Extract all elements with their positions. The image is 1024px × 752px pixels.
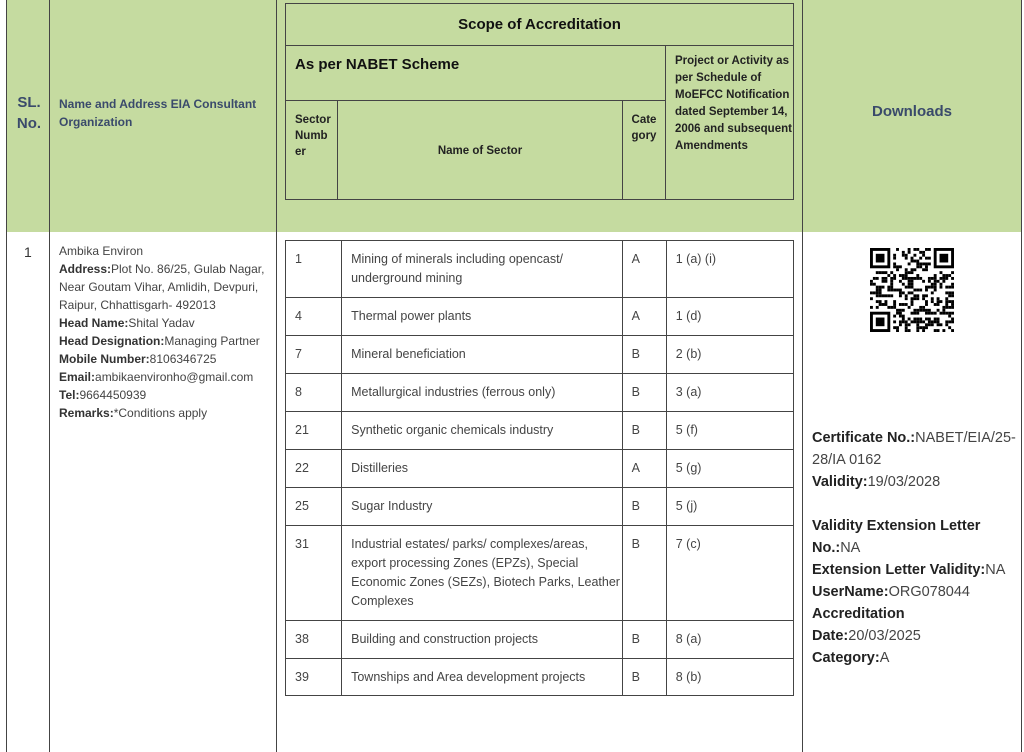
sector-category-cell: B — [622, 488, 666, 526]
ext-letter-no-value: NA — [840, 540, 861, 556]
project-activity-header: Project or Activity as per Schedule of MoEFCC Notification dated September 14, 2006 and subsequent Amendments — [675, 55, 792, 152]
sector-name-cell: Synthetic organic chemicals industry — [342, 412, 623, 450]
sector-number-cell: 1 — [286, 241, 342, 298]
sector-name-cell: Mineral beneficiation — [342, 336, 623, 374]
org-head-name — [59, 314, 271, 332]
cert-label: Certificate No.: — [812, 430, 916, 446]
sector-name-cell: Distilleries — [342, 450, 623, 488]
ext-validity-label: Extension Letter Validity: — [812, 562, 986, 578]
col-border-right — [1021, 0, 1022, 752]
sl-no-header-line1: SL. — [17, 94, 41, 111]
sector-activity-cell: 5 (f) — [666, 412, 793, 450]
sector-activity-cell: 8 (a) — [666, 621, 793, 659]
org-mobile — [59, 350, 271, 368]
category-header — [623, 101, 666, 200]
sectors-table-body — [286, 241, 794, 696]
table-row — [286, 298, 794, 336]
validity-value: 19/03/2028 — [867, 474, 941, 490]
address-label: Address: — [59, 262, 112, 276]
username-label: UserName: — [812, 584, 889, 600]
mobile-value: 8106346725 — [149, 352, 217, 366]
sector-category-cell: A — [622, 241, 666, 298]
org-email — [59, 368, 271, 386]
sector-number-header-l3: er — [295, 146, 306, 158]
table-row — [286, 450, 794, 488]
sector-activity-cell: 1 (a) (i) — [666, 241, 793, 298]
sector-number-cell: 38 — [286, 621, 342, 659]
remarks-label: Remarks: — [59, 406, 114, 420]
head-name-label: Head Name: — [59, 316, 129, 330]
sl-no-header — [14, 92, 44, 134]
sectors-table — [285, 240, 794, 696]
sector-number-cell: 22 — [286, 450, 342, 488]
sector-number-cell: 39 — [286, 659, 342, 696]
certificate-details — [812, 427, 1017, 669]
username-value: ORG078044 — [888, 584, 970, 600]
accreditation-date — [812, 603, 1017, 647]
sector-activity-cell: 8 (b) — [666, 659, 793, 696]
accr-date-label: Accreditation Date: — [812, 606, 905, 644]
sector-number-cell: 7 — [286, 336, 342, 374]
sector-category-cell: A — [622, 450, 666, 488]
remarks-value: *Conditions apply — [113, 406, 208, 420]
address-value: Plot No. 86/25, Gulab Nagar, Near Goutam Vihar, Amlidih, Devpuri, Raipur, Chhattisgarh- 492013 — [59, 262, 265, 312]
scope-header — [285, 3, 794, 200]
sector-number-header — [286, 101, 338, 200]
sector-number-header-l1: Sector — [295, 114, 331, 126]
category-header-l1: Cate — [631, 114, 657, 126]
row-sl-no: 1 — [24, 244, 32, 260]
accreditation-category — [812, 647, 1017, 669]
org-header: Name and Address EIA Consultant Organization — [59, 97, 257, 129]
sector-category-cell: B — [622, 621, 666, 659]
category-label: Category: — [812, 650, 880, 666]
sector-number-cell: 4 — [286, 298, 342, 336]
sector-activity-cell: 2 (b) — [666, 336, 793, 374]
table-row — [286, 659, 794, 696]
name-of-sector-header: Name of Sector — [338, 101, 623, 200]
sector-name-cell: Building and construction projects — [342, 621, 623, 659]
nabet-scheme-header: As per NABET Scheme — [286, 45, 666, 101]
sector-activity-cell: 5 (j) — [666, 488, 793, 526]
tel-value: 9664450939 — [79, 388, 147, 402]
sector-name-cell: Industrial estates/ parks/ complexes/areas, export processing Zones (EPZs), Special Economic Zones (SEZs), Biotech Parks, Leather Complexes — [342, 526, 623, 621]
sector-name-cell: Townships and Area development projects — [342, 659, 623, 696]
mobile-label: Mobile Number: — [59, 352, 150, 366]
table-row — [286, 488, 794, 526]
sector-name-cell: Sugar Industry — [342, 488, 623, 526]
sector-number-cell: 8 — [286, 374, 342, 412]
category-header-l2: gory — [631, 130, 657, 142]
org-address — [59, 260, 271, 314]
ext-validity-value: NA — [985, 562, 1006, 578]
table-row — [286, 526, 794, 621]
downloads-header: Downloads — [871, 103, 952, 120]
username — [812, 581, 1017, 603]
sector-name-cell: Thermal power plants — [342, 298, 623, 336]
col-border-2 — [276, 0, 277, 752]
sector-activity-cell: 7 (c) — [666, 526, 793, 621]
sector-category-cell: A — [622, 298, 666, 336]
org-head-designation — [59, 332, 271, 350]
sector-number-cell: 25 — [286, 488, 342, 526]
extension-letter-validity — [812, 559, 1017, 581]
sector-activity-cell: 5 (g) — [666, 450, 793, 488]
sector-name-cell: Mining of minerals including opencast/ underground mining — [342, 241, 623, 298]
sector-number-cell: 21 — [286, 412, 342, 450]
sector-activity-cell: 3 (a) — [666, 374, 793, 412]
certificate-validity — [812, 471, 1017, 493]
validity-label: Validity: — [812, 474, 868, 490]
head-name-value: Shital Yadav — [128, 316, 195, 330]
head-designation-label: Head Designation: — [59, 334, 165, 348]
sector-category-cell: B — [622, 336, 666, 374]
col-border-left — [6, 0, 7, 752]
ext-letter-no-label: Validity Extension Letter No.: — [812, 518, 981, 556]
sl-no-header-line2: No. — [16, 115, 42, 132]
scope-title: Scope of Accreditation — [286, 4, 793, 46]
qr-code-icon[interactable] — [870, 248, 954, 332]
sector-category-cell: B — [622, 412, 666, 450]
tel-label: Tel: — [59, 388, 80, 402]
table-row — [286, 241, 794, 298]
sector-activity-cell: 1 (d) — [666, 298, 793, 336]
email-value: ambikaenvironho@gmail.com — [95, 370, 254, 384]
extension-letter-number — [812, 515, 1017, 559]
sector-category-cell: B — [622, 374, 666, 412]
sector-number-cell: 31 — [286, 526, 342, 621]
table-row — [286, 336, 794, 374]
col-border-1 — [49, 0, 50, 752]
org-details — [59, 242, 271, 422]
sector-number-header-l2: Numb — [295, 130, 328, 142]
org-remarks — [59, 404, 271, 422]
sector-name-cell: Metallurgical industries (ferrous only) — [342, 374, 623, 412]
org-tel — [59, 386, 271, 404]
accr-date-value: 20/03/2025 — [848, 628, 921, 644]
spacer — [812, 493, 1017, 515]
table-row — [286, 412, 794, 450]
table-row — [286, 621, 794, 659]
table-row — [286, 374, 794, 412]
cert-value: NABET/EIA/25-28/IA 0162 — [812, 430, 1016, 468]
sector-category-cell: B — [622, 659, 666, 696]
head-designation-value: Managing Partner — [164, 334, 260, 348]
certificate-number — [812, 427, 1017, 471]
org-name: Ambika Environ — [59, 244, 144, 258]
email-label: Email: — [59, 370, 96, 384]
sector-category-cell: B — [622, 526, 666, 621]
category-value: A — [879, 650, 890, 666]
